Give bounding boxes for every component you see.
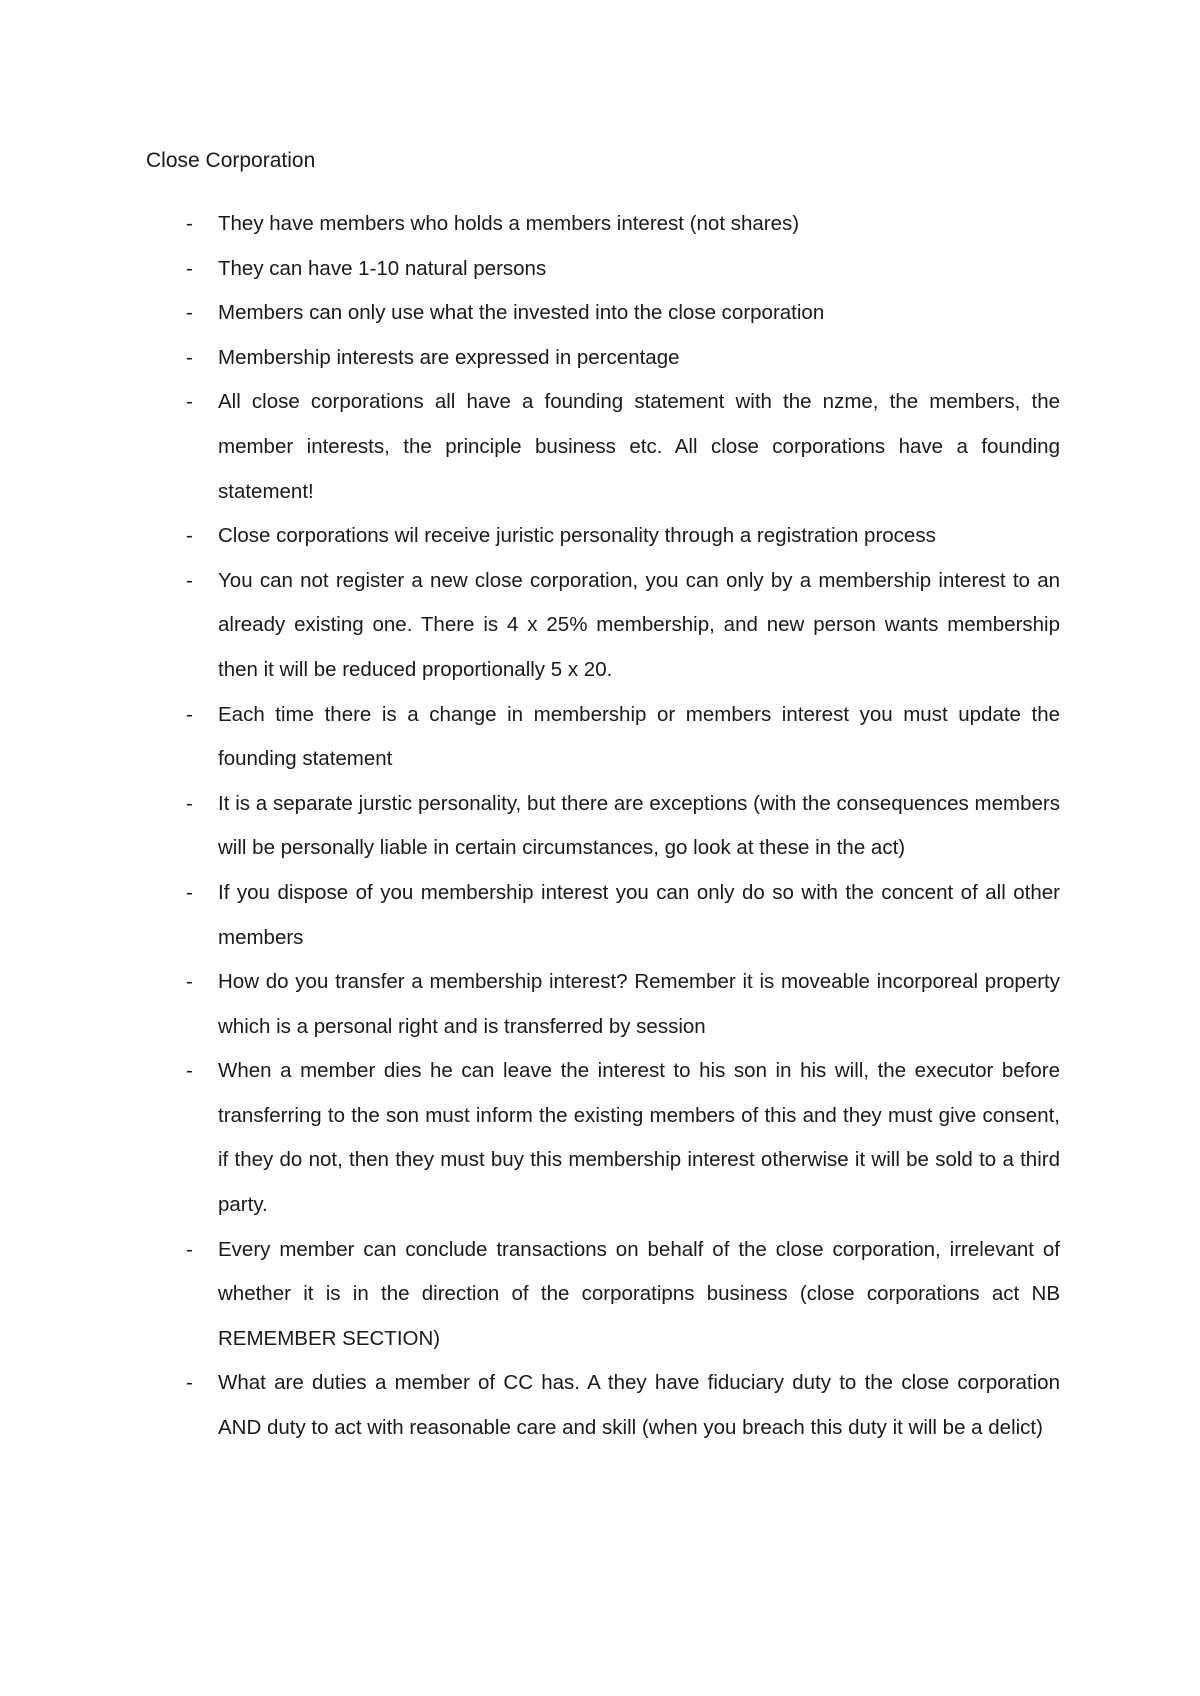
list-item xyxy=(146,247,1060,292)
list-item xyxy=(146,380,1060,514)
list-item xyxy=(146,1361,1060,1450)
bullet-dash: - xyxy=(186,1371,193,1395)
document-title: Close Corporation xyxy=(146,149,316,172)
list-item-text: How do you transfer a membership interest? Remember it is moveable incorporeal property which is a personal right and is transferred by session xyxy=(218,970,1060,1038)
list-item-text: Membership interests are expressed in percentage xyxy=(218,345,680,369)
bullet-list xyxy=(146,202,1060,1451)
bullet-dash: - xyxy=(186,1059,193,1083)
list-item xyxy=(146,291,1060,336)
list-item-text: When a member dies he can leave the interest to his son in his will, the executor before transferring to the son must inform the existing members of this and they must give consent, if they do not, then they must buy this membership interest otherwise it will be sold to a third party. xyxy=(218,1059,1060,1217)
list-item-text: Members can only use what the invested into the close corporation xyxy=(218,301,825,325)
bullet-dash: - xyxy=(186,524,193,548)
bullet-dash: - xyxy=(186,702,193,726)
list-item xyxy=(146,960,1060,1049)
list-item-text: Each time there is a change in membership or members interest you must update the founding statement xyxy=(218,702,1060,771)
bullet-dash: - xyxy=(186,345,193,369)
list-item-text: You can not register a new close corporation, you can only by a membership interest to an already existing one. There is 4 x 25% membership, and new person wants membership then it will be reduced proportionally 5 x 20. xyxy=(218,568,1060,681)
list-item xyxy=(146,559,1060,693)
list-item-text: What are duties a member of CC has. A they have fiduciary duty to the close corporation AND duty to act with reasonable care and skill (when you breach this duty it will be a delict) xyxy=(218,1371,1060,1440)
list-item xyxy=(146,202,1060,247)
bullet-dash: - xyxy=(186,390,193,414)
list-item-text: It is a separate jurstic personality, but there are exceptions (with the consequences members will be personally liable in certain circumstances, go look at these in the act) xyxy=(218,791,1060,860)
list-item-text: They can have 1-10 natural persons xyxy=(218,256,547,280)
list-item-text: If you dispose of you membership interest you can only do so with the concent of all other members xyxy=(218,880,1060,949)
list-item xyxy=(146,514,1060,559)
list-item-text: Every member can conclude transactions on behalf of the close corporation, irrelevant of whether it is in the direction of the corporatipns business (close corporations act NB REMEMBER SECTION) xyxy=(218,1237,1060,1350)
bullet-dash: - xyxy=(186,301,193,325)
list-item xyxy=(146,782,1060,871)
bullet-dash: - xyxy=(186,1237,193,1261)
list-item-text: All close corporations all have a founding statement with the nzme, the members, the member interests, the principle business etc. All close corporations have a founding statement! xyxy=(218,390,1060,503)
list-item xyxy=(146,871,1060,960)
bullet-dash: - xyxy=(186,568,193,592)
list-item-text: Close corporations wil receive juristic personality through a registration process xyxy=(218,524,936,548)
bullet-dash: - xyxy=(186,970,193,994)
list-item-text: They have members who holds a members interest (not shares) xyxy=(218,212,800,235)
bullet-dash: - xyxy=(186,880,193,904)
list-item xyxy=(146,1049,1060,1227)
bullet-dash: - xyxy=(186,212,193,235)
list-item xyxy=(146,1228,1060,1362)
list-item xyxy=(146,336,1060,381)
bullet-dash: - xyxy=(186,256,193,280)
bullet-dash: - xyxy=(186,791,193,815)
list-item xyxy=(146,693,1060,782)
